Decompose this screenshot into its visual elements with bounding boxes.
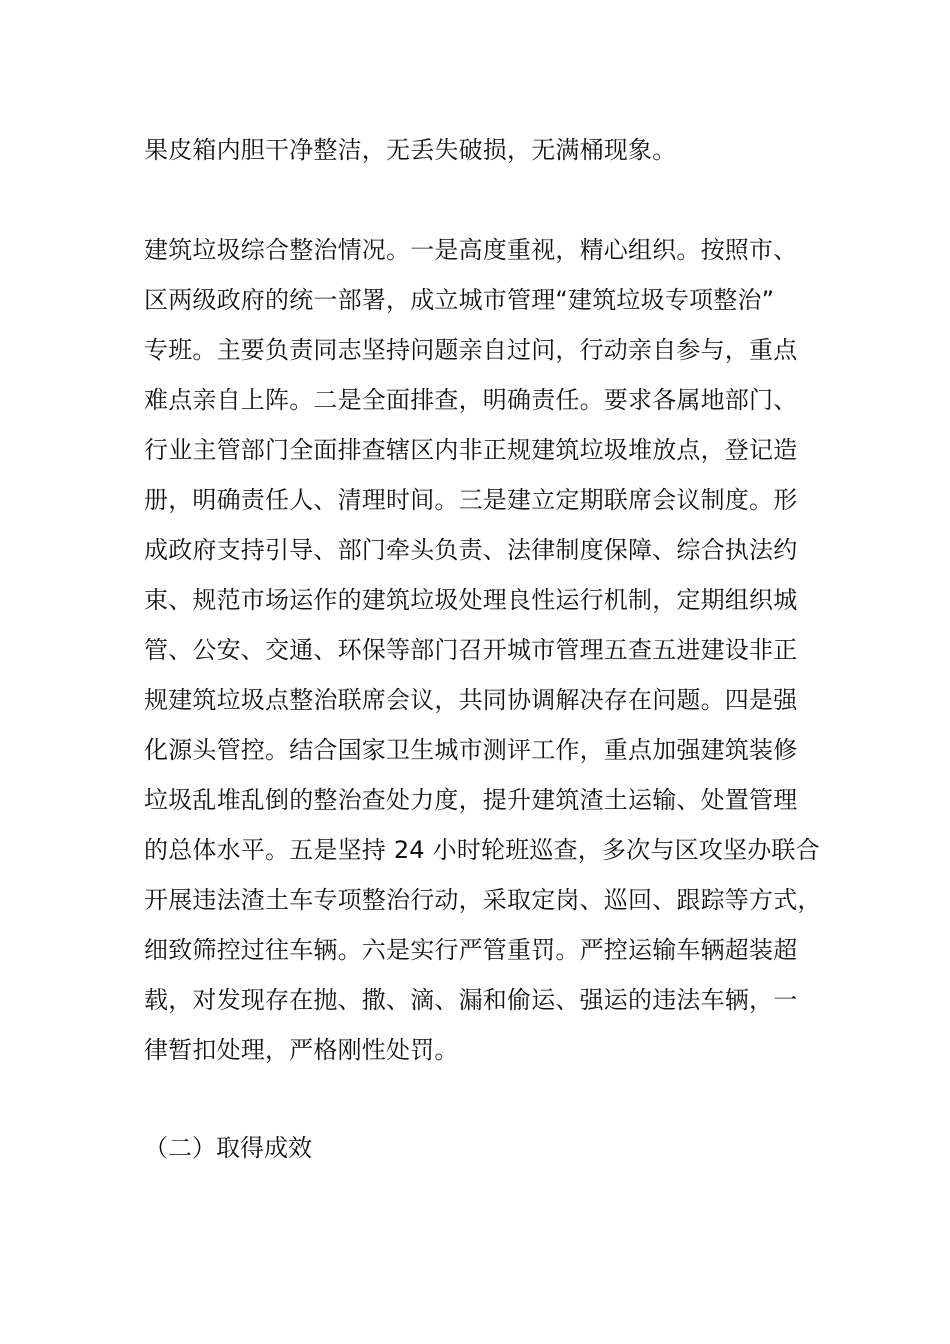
paragraph-2-line-2: 区两级政府的统一部署，成立城市管理“建筑垃圾专项整治” (144, 286, 775, 314)
section-heading: （二）取得成效 (144, 1134, 312, 1162)
paragraph-2-line-1: 建筑垃圾综合整治情况。一是高度重视，精心组织。按照市、 (144, 236, 798, 264)
paragraph-2-line-17: 律暂扣处理，严格刚性处罚。 (144, 1036, 459, 1064)
paragraph-2-line-8: 束、规范市场运作的建筑垃圾处理良性运行机制，定期组织城 (144, 586, 798, 614)
paragraph-1-line-1: 果皮箱内胆干净整洁，无丢失破损，无满桶现象。 (144, 136, 677, 164)
paragraph-2-line-10: 规建筑垃圾点整治联席会议，共同协调解决存在问题。四是强 (144, 686, 798, 714)
paragraph-2-line-3: 专班。主要负责同志坚持问题亲自过问，行动亲自参与，重点 (144, 336, 798, 364)
paragraph-2-line-13: 的总体水平。五是坚持 24 小时轮班巡查，多次与区攻坚办联合 (144, 836, 820, 864)
paragraph-2-line-9: 管、公安、交通、环保等部门召开城市管理五查五进建设非正 (144, 636, 798, 664)
paragraph-2-line-5: 行业主管部门全面排查辖区内非正规建筑垃圾堆放点，登记造 (144, 436, 798, 464)
paragraph-2-line-7: 成政府支持引导、部门牵头负责、法律制度保障、综合执法约 (144, 536, 798, 564)
paragraph-2-line-6: 册，明确责任人、清理时间。三是建立定期联席会议制度。形 (144, 486, 798, 514)
paragraph-2-line-16: 载，对发现存在抛、撒、滴、漏和偷运、强运的违法车辆，一 (144, 986, 798, 1014)
paragraph-2-line-14: 开展违法渣土车专项整治行动，采取定岗、巡回、跟踪等方式， (144, 886, 822, 914)
paragraph-2-line-11: 化源头管控。结合国家卫生城市测评工作，重点加强建筑装修 (144, 736, 798, 764)
paragraph-2-line-4: 难点亲自上阵。二是全面排查，明确责任。要求各属地部门、 (144, 386, 798, 414)
paragraph-2-line-12: 垃圾乱堆乱倒的整治查处力度，提升建筑渣土运输、处置管理 (144, 786, 798, 814)
paragraph-2-line-15: 细致筛控过往车辆。六是实行严管重罚。严控运输车辆超装超 (144, 936, 798, 964)
